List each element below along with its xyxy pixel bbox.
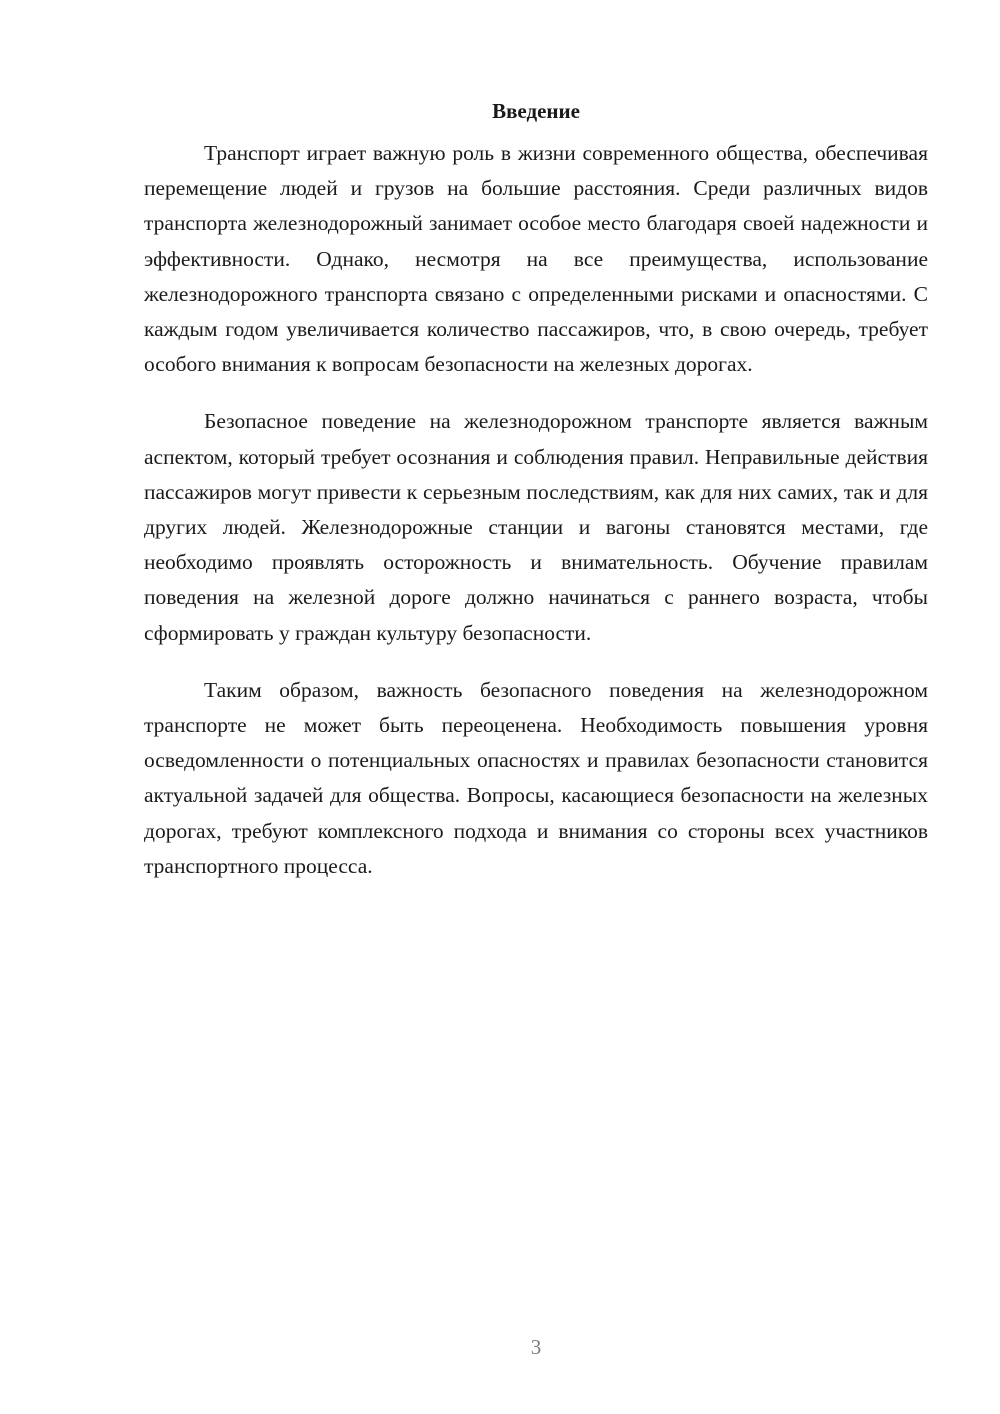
page-number: 3 (530, 1335, 542, 1359)
paragraph-3: Таким образом, важность безопасного поведения на железнодорожном транспорте не может быть переоценена. Необходимость повышения уровня осведомленности о потенциальных опасностях и правилах безопасности становится актуальной задачей для общества. Вопросы, касающиеся безопасности на железных дорогах, требуют комплексного подхода и внимания со стороны всех участников транспортного процесса. (144, 677, 928, 878)
paragraph-2: Безопасное поведение на железнодорожном транспорте является важным аспектом, который требует осознания и соблюдения правил. Неправильные действия пассажиров могут привести к серьезным последствиям, как для них самих, так и для других людей. Железнодорожные станции и вагоны становятся местами, где необходимо проявлять осторожность и внимательность. Обучение правилам поведения на железной дороге должно начинаться с раннего возраста, чтобы сформировать у граждан культуру безопасности. (144, 409, 928, 645)
paragraph-1: Транспорт играет важную роль в жизни современного общества, обеспечивая перемещение людей и грузов на большие расстояния. Среди различных видов транспорта железнодорожный занимает особое место благодаря своей надежности и эффективности. Однако, несмотря на все преимущества, использование железнодорожного транспорта связано с определенными рисками и опасностями. С каждым годом увеличивается количество пассажиров, что, в свою очередь, требует особого внимания к вопросам безопасности на железных дорогах. (144, 141, 928, 377)
page-content (144, 96, 928, 906)
section-heading: Введение (492, 99, 580, 123)
